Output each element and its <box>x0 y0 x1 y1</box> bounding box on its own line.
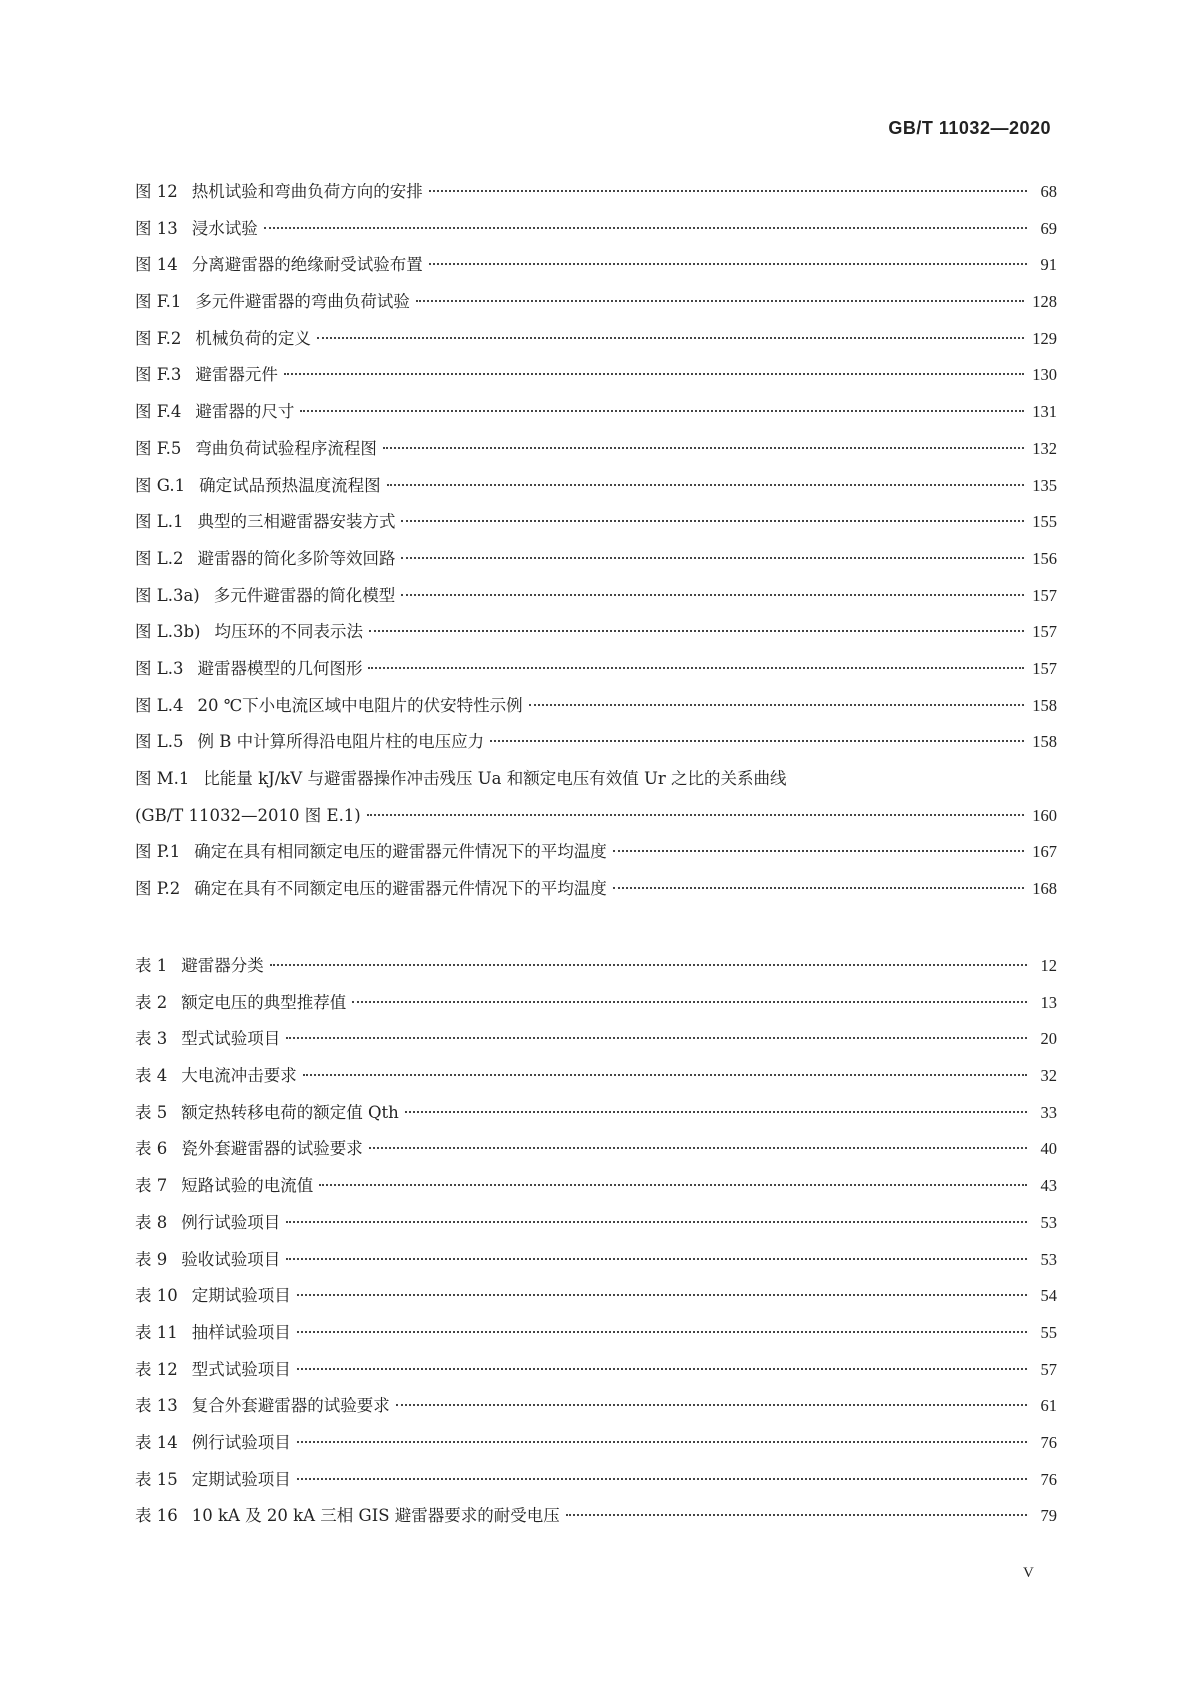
entry-label: 图 F.4 <box>135 402 182 422</box>
dot-leader <box>490 740 1024 742</box>
toc-figure-entry[interactable] <box>135 215 1057 252</box>
entry-label: 图 L.5 <box>135 732 184 752</box>
toc-figure-entry[interactable] <box>135 692 1057 729</box>
toc-table-entry[interactable] <box>135 1282 1057 1319</box>
entry-page-number: 157 <box>1032 658 1057 678</box>
entry-label: 图 L.4 <box>135 695 184 715</box>
entry-title: 确定在具有相同额定电压的避雷器元件情况下的平均温度 <box>194 842 607 862</box>
entry-label: 图 12 <box>135 182 178 201</box>
entry-title: 型式试验项目 <box>181 1029 281 1049</box>
entry-label: 图 M.1 <box>135 769 190 788</box>
entry-label: 图 F.3 <box>135 365 182 385</box>
entry-label: 表 11 <box>135 1322 178 1342</box>
entry-label: 图 F.1 <box>135 292 182 312</box>
toc-figure-entry[interactable] <box>135 325 1057 362</box>
entry-page-number: 79 <box>1040 1506 1057 1526</box>
entry-page-number: 168 <box>1032 879 1057 899</box>
entry-title: 均压环的不同表示法 <box>214 622 363 642</box>
toc-table-entry[interactable] <box>135 1246 1057 1283</box>
toc-table-entry[interactable] <box>135 1429 1057 1466</box>
toc-figure-entry-m1[interactable] <box>135 765 1057 802</box>
toc-figure-entry[interactable] <box>135 582 1057 619</box>
toc-table-entry[interactable] <box>135 989 1057 1026</box>
entry-label: 表 1 <box>135 956 168 975</box>
dot-leader <box>401 520 1024 522</box>
toc-table-entry[interactable] <box>135 1209 1057 1246</box>
dot-leader <box>529 704 1025 706</box>
entry-title: 确定在具有不同额定电压的避雷器元件情况下的平均温度 <box>194 879 607 899</box>
entry-page-number: 132 <box>1032 438 1057 458</box>
dot-leader <box>387 484 1025 486</box>
entry-page-number: 69 <box>1040 218 1057 238</box>
entry-page-number: 135 <box>1032 475 1057 495</box>
dot-leader <box>317 337 1024 339</box>
entry-title: 大电流冲击要求 <box>181 1066 297 1086</box>
toc-figure-entry[interactable] <box>135 178 1057 215</box>
entry-page-number: 130 <box>1032 365 1057 385</box>
entry-page-number: 155 <box>1032 512 1057 532</box>
entry-label: 表 6 <box>135 1139 168 1159</box>
dot-leader <box>303 1074 1027 1076</box>
dot-leader <box>383 447 1024 449</box>
entry-label: 表 5 <box>135 1102 168 1122</box>
entry-page-number: 53 <box>1040 1212 1057 1232</box>
entry-page-number: 13 <box>1040 992 1057 1012</box>
entry-title: 多元件避雷器的弯曲负荷试验 <box>195 292 410 312</box>
dot-leader <box>566 1514 1027 1516</box>
entry-label: 表 4 <box>135 1066 168 1086</box>
dot-leader <box>286 1258 1027 1260</box>
entry-page-number: 12 <box>1040 956 1057 975</box>
page-folio: V <box>1023 1565 1034 1581</box>
entry-page-number: 76 <box>1040 1432 1057 1452</box>
entry-title: 额定热转移电荷的额定值 Qth <box>181 1102 399 1122</box>
dot-leader <box>429 263 1027 265</box>
figure-list <box>135 178 1057 912</box>
dot-leader <box>319 1184 1027 1186</box>
entry-title: 确定试品预热温度流程图 <box>199 475 381 495</box>
toc-figure-entry[interactable] <box>135 838 1057 875</box>
entry-label: 图 G.1 <box>135 475 186 495</box>
toc-table-entry[interactable] <box>135 1356 1057 1393</box>
entry-title: 10 kA 及 20 kA 三相 GIS 避雷器要求的耐受电压 <box>191 1506 560 1526</box>
entry-label: 表 16 <box>135 1506 178 1526</box>
entry-page-number: 54 <box>1040 1286 1057 1306</box>
entry-title: 定期试验项目 <box>191 1469 291 1489</box>
dot-leader <box>613 887 1025 889</box>
entry-title: 例行试验项目 <box>181 1212 281 1232</box>
entry-page-number: 68 <box>1040 182 1057 201</box>
entry-title: 定期试验项目 <box>191 1286 291 1306</box>
entry-label: 表 8 <box>135 1212 168 1232</box>
entry-page-number: 40 <box>1040 1139 1057 1159</box>
entry-label: 表 10 <box>135 1286 178 1306</box>
dot-leader <box>270 964 1027 966</box>
toc-table-entry[interactable] <box>135 1466 1057 1503</box>
entry-page-number: 156 <box>1032 548 1057 568</box>
entry-page-number: 57 <box>1040 1359 1057 1379</box>
entry-page-number: 53 <box>1040 1249 1057 1269</box>
entry-page-number: 91 <box>1040 255 1057 275</box>
entry-page-number: 43 <box>1040 1176 1057 1196</box>
dot-leader <box>286 1037 1027 1039</box>
entry-page-number: 157 <box>1032 585 1057 605</box>
entry-title: 短路试验的电流值 <box>181 1176 314 1196</box>
toc-figure-entry[interactable] <box>135 618 1057 655</box>
entry-title: 多元件避雷器的简化模型 <box>213 585 396 605</box>
entry-page-number: 158 <box>1032 695 1057 715</box>
toc-figure-entry[interactable] <box>135 288 1057 325</box>
entry-label: 表 14 <box>135 1432 178 1452</box>
entry-page-number: 167 <box>1032 842 1057 862</box>
entry-page-number: 128 <box>1032 292 1057 312</box>
entry-title: 避雷器的简化多阶等效回路 <box>197 548 396 568</box>
toc-table-entry[interactable] <box>135 1319 1057 1356</box>
toc-figure-entry[interactable] <box>135 728 1057 765</box>
entry-title: 浸水试验 <box>191 218 258 238</box>
entry-label: 图 L.3 <box>135 658 184 678</box>
entry-page-number: 55 <box>1040 1322 1057 1342</box>
entry-title: 典型的三相避雷器安装方式 <box>197 512 396 532</box>
entry-label: 图 13 <box>135 218 178 238</box>
entry-title: 瓷外套避雷器的试验要求 <box>181 1139 363 1159</box>
entry-label: 图 P.1 <box>135 842 181 862</box>
entry-label: 表 13 <box>135 1396 178 1416</box>
entry-title: 抽样试验项目 <box>191 1322 291 1342</box>
entry-title: 复合外套避雷器的试验要求 <box>191 1396 390 1416</box>
entry-title: 例 B 中计算所得沿电阻片柱的电压应力 <box>197 732 485 752</box>
entry-label: 表 9 <box>135 1249 168 1269</box>
dot-leader <box>297 1478 1027 1480</box>
dot-leader <box>368 667 1024 669</box>
dot-leader <box>405 1111 1027 1113</box>
dot-leader <box>352 1001 1027 1003</box>
toc-table-entry[interactable] <box>135 1172 1057 1209</box>
entry-page-number: 160 <box>1032 805 1057 825</box>
entry-title: 比能量 kJ/kV 与避雷器操作冲击残压 Ua 和额定电压有效值 Ur 之比的关系曲线 <box>203 769 787 788</box>
entry-title: 机械负荷的定义 <box>195 328 311 348</box>
dot-leader <box>401 557 1024 559</box>
standard-code: GB/T 11032—2020 <box>888 118 1051 138</box>
dot-leader <box>297 1441 1027 1443</box>
dot-leader <box>264 227 1027 229</box>
entry-title: 例行试验项目 <box>191 1432 291 1452</box>
dot-leader <box>284 373 1024 375</box>
toc-table-entry[interactable] <box>135 1392 1057 1429</box>
dot-leader <box>613 850 1025 852</box>
entry-label: 图 F.5 <box>135 438 182 458</box>
toc-figure-entry[interactable] <box>135 875 1057 912</box>
toc-table-entry[interactable] <box>135 1502 1057 1539</box>
toc-figure-entry[interactable] <box>135 398 1057 435</box>
entry-title: 20 ℃下小电流区域中电阻片的伏安特性示例 <box>197 695 523 715</box>
entry-label: 表 3 <box>135 1029 168 1049</box>
dot-leader <box>416 300 1024 302</box>
entry-label: 表 2 <box>135 992 168 1012</box>
toc-table-entry[interactable] <box>135 1062 1057 1099</box>
dot-leader <box>297 1331 1027 1333</box>
toc-figure-entry[interactable] <box>135 545 1057 582</box>
dot-leader <box>300 410 1024 412</box>
dot-leader <box>369 1147 1027 1149</box>
entry-title: 型式试验项目 <box>191 1359 291 1379</box>
entry-page-number: 129 <box>1032 328 1057 348</box>
entry-label: 表 15 <box>135 1469 178 1489</box>
toc-figure-entry[interactable] <box>135 435 1057 472</box>
entry-title: 分离避雷器的绝缘耐受试验布置 <box>191 255 423 275</box>
entry-page-number: 158 <box>1032 732 1057 752</box>
dot-leader <box>286 1221 1027 1223</box>
toc-table-entry[interactable] <box>135 1135 1057 1172</box>
dot-leader <box>396 1404 1027 1406</box>
toc-table-entry[interactable] <box>135 1099 1057 1136</box>
entry-page-number: 20 <box>1040 1029 1057 1049</box>
entry-label: 图 L.1 <box>135 512 184 532</box>
entry-label: 表 12 <box>135 1359 178 1379</box>
entry-title: 避雷器分类 <box>181 956 264 975</box>
entry-page-number: 61 <box>1040 1396 1057 1416</box>
toc-table-entry[interactable] <box>135 1025 1057 1062</box>
toc-figure-entry[interactable] <box>135 251 1057 288</box>
dot-leader <box>367 814 1025 816</box>
entry-label: 表 7 <box>135 1176 168 1196</box>
entry-page-number: 131 <box>1032 402 1057 422</box>
entry-label: 图 L.3b) <box>135 622 201 642</box>
toc-figure-entry[interactable] <box>135 655 1057 692</box>
entry-page-number: 157 <box>1032 622 1057 642</box>
toc-figure-entry[interactable] <box>135 361 1057 398</box>
toc-table-entry[interactable] <box>135 952 1057 989</box>
entry-title: 避雷器元件 <box>195 365 278 385</box>
entry-page-number: 76 <box>1040 1469 1057 1489</box>
entry-title: 避雷器的尺寸 <box>195 402 295 422</box>
dot-leader <box>429 190 1027 192</box>
table-list <box>135 952 1057 1539</box>
dot-leader <box>297 1294 1027 1296</box>
toc-figure-entry-m1-continued[interactable] <box>135 802 1057 839</box>
entry-title: 额定电压的典型推荐值 <box>181 992 347 1012</box>
entry-page-number: 33 <box>1040 1102 1057 1122</box>
entry-page-number: 32 <box>1040 1066 1057 1086</box>
entry-title: 避雷器模型的几何图形 <box>197 658 363 678</box>
entry-label: 图 14 <box>135 255 178 275</box>
entry-label: 图 L.3a) <box>135 585 200 605</box>
entry-title-continued: (GB/T 11032—2010 图 E.1) <box>135 805 361 825</box>
entry-title: 弯曲负荷试验程序流程图 <box>195 438 377 458</box>
toc-figure-entry[interactable] <box>135 508 1057 545</box>
entry-label: 图 L.2 <box>135 548 184 568</box>
dot-leader <box>401 594 1024 596</box>
toc-figure-entry[interactable] <box>135 472 1057 509</box>
entry-title: 验收试验项目 <box>181 1249 281 1269</box>
entry-label: 图 P.2 <box>135 879 181 899</box>
dot-leader <box>297 1368 1027 1370</box>
entry-title: 热机试验和弯曲负荷方向的安排 <box>191 182 423 201</box>
entry-label: 图 F.2 <box>135 328 182 348</box>
dot-leader <box>369 630 1024 632</box>
